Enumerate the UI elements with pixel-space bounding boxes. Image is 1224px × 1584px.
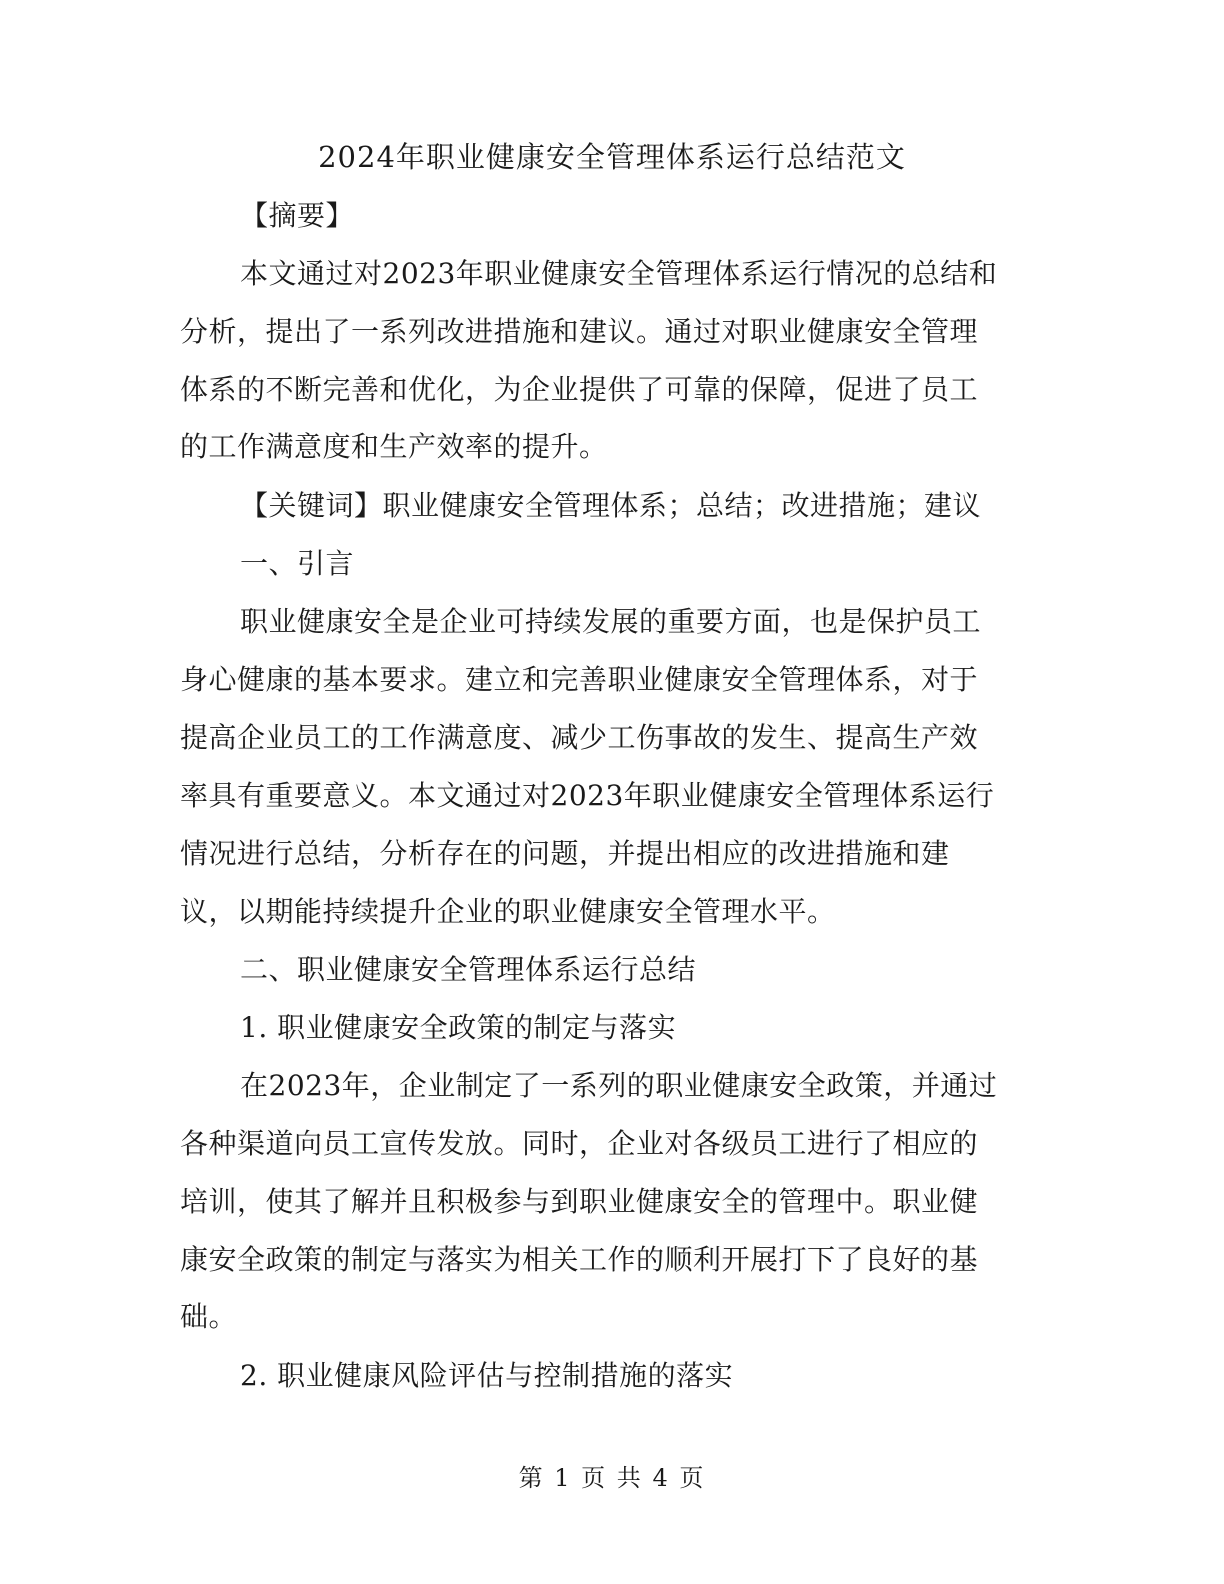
keywords-line: 【关键词】职业健康安全管理体系；总结；改进措施；建议: [240, 489, 982, 522]
page-footer: 第 1 页 共 4 页: [518, 1464, 706, 1492]
paragraph-line: 身心健康的基本要求。建立和完善职业健康安全管理体系，对于: [180, 663, 979, 696]
section-heading: 二、职业健康安全管理体系运行总结: [240, 953, 697, 986]
paragraph-line: 本文通过对2023年职业健康安全管理体系运行情况的总结和: [240, 257, 998, 290]
paragraph-line: 培训，使其了解并且积极参与到职业健康安全的管理中。职业健: [180, 1185, 979, 1218]
paragraph-line: 职业健康安全是企业可持续发展的重要方面，也是保护员工: [240, 605, 982, 638]
subsection-heading: 1. 职业健康安全政策的制定与落实: [240, 1011, 677, 1044]
paragraph-line: 率具有重要意义。本文通过对2023年职业健康安全管理体系运行: [180, 779, 995, 812]
paragraph-line: 础。: [180, 1300, 238, 1333]
document-title: 2024年职业健康安全管理体系运行总结范文: [318, 140, 906, 174]
paragraph-line: 的工作满意度和生产效率的提升。: [180, 430, 608, 463]
section-heading: 一、引言: [240, 547, 355, 580]
subsection-heading: 2. 职业健康风险评估与控制措施的落实: [240, 1359, 734, 1392]
abstract-heading: 【摘要】: [240, 199, 355, 232]
paragraph-line: 在2023年，企业制定了一系列的职业健康安全政策，并通过: [240, 1069, 998, 1102]
paragraph-line: 提高企业员工的工作满意度、减少工伤事故的发生、提高生产效: [180, 721, 979, 754]
paragraph-line: 情况进行总结，分析存在的问题，并提出相应的改进措施和建: [180, 837, 950, 870]
paragraph-line: 体系的不断完善和优化，为企业提供了可靠的保障，促进了员工: [180, 373, 979, 406]
paragraph-line: 康安全政策的制定与落实为相关工作的顺利开展打下了良好的基: [180, 1243, 979, 1276]
paragraph-line: 各种渠道向员工宣传发放。同时，企业对各级员工进行了相应的: [180, 1127, 979, 1160]
paragraph-line: 议，以期能持续提升企业的职业健康安全管理水平。: [180, 895, 836, 928]
paragraph-line: 分析，提出了一系列改进措施和建议。通过对职业健康安全管理: [180, 315, 979, 348]
